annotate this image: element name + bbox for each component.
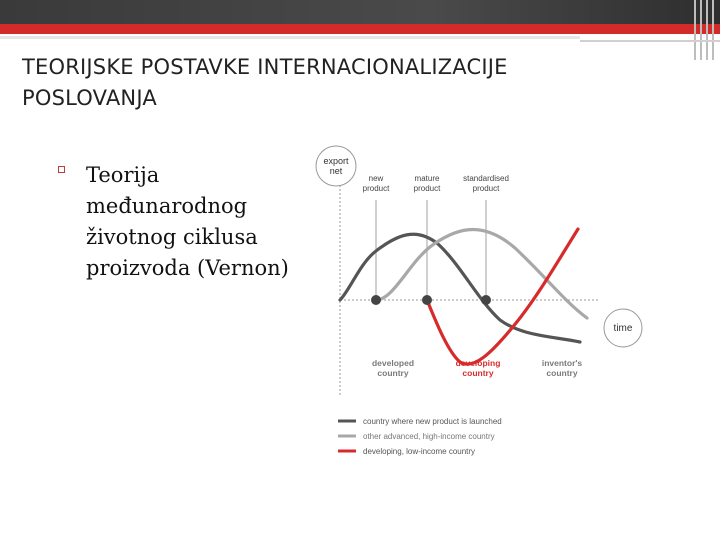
bullet-square-icon <box>58 166 65 173</box>
stage-label-mature-2: product <box>413 184 441 193</box>
legend-label-developing: developing, low-income country <box>363 447 476 456</box>
stage-label-standardised-2: product <box>472 184 500 193</box>
curve-developing <box>427 229 578 364</box>
slide-title: TEORIJSKE POSTAVKE INTERNACIONALIZACIJE POSLOVANJA <box>22 55 508 110</box>
country-label-developed-1: developed <box>371 358 415 368</box>
curve-other-advanced <box>376 230 587 319</box>
legend-label-other-advanced: other advanced, high-income country <box>363 432 495 441</box>
title-divider <box>0 36 580 39</box>
stage-dot-standardised <box>481 295 491 305</box>
corner-decoration <box>692 0 720 60</box>
product-life-cycle-diagram <box>310 140 650 470</box>
bullet-list <box>58 160 318 284</box>
country-label-developed-2: country <box>377 368 409 378</box>
stage-label-new-1: new <box>368 174 384 183</box>
stage-dot-mature <box>422 295 432 305</box>
header-bar <box>0 0 720 24</box>
bullet-text: Teorija međunarodnog životnog ciklusa proizvoda (Vernon) <box>86 163 289 280</box>
export-label: export <box>323 156 349 166</box>
stage-label-new-2: product <box>362 184 390 193</box>
legend-label-launch-country: country where new product is launched <box>363 417 502 426</box>
country-label-inventors-2: country <box>546 368 578 378</box>
title-divider-right <box>580 40 720 42</box>
stage-dot-new <box>371 295 381 305</box>
stage-label-mature-1: mature <box>414 174 440 183</box>
country-label-developing-2: country <box>462 368 494 378</box>
country-label-inventors-1: inventor's <box>541 358 583 368</box>
country-label-developing-1: developing <box>455 358 501 368</box>
stage-label-standardised-1: standardised <box>463 174 509 183</box>
time-label: time <box>613 323 633 334</box>
header-accent-bar <box>0 24 720 34</box>
net-label: net <box>329 166 343 176</box>
